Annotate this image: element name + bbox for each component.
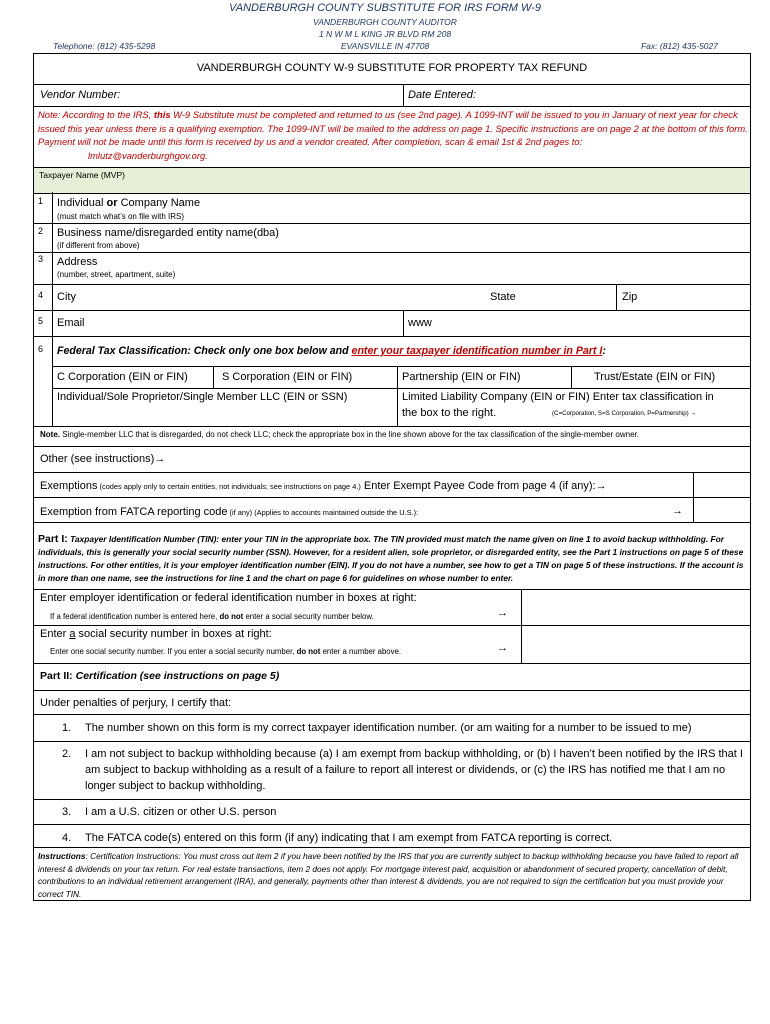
vendor-number-label: Vendor Number: — [40, 89, 121, 101]
part1-text: Part I: Taxpayer Identification Number (TIN): enter your TIN in the appropriate box. The TIN provided must match the name given on line 1 to avoid backup withholding. For individuals, this is generally your social security number (SSN). However, for a resident alien, sole proprietor, or disregarded entity, see the Part 1 instructions on page 5 of these instructions. For other entities, it is your employer identification number (EIN). If you do not have a number, see how to get a TIN on page 5 of these instructions. If the account is in more than one name, see the instructions for line 1 and the chart on page 6 for guidelines on whose number to enter. — [38, 533, 744, 583]
ein-input[interactable] — [523, 591, 749, 624]
llc-note: Note. Single-member LLC that is disregarded, do not check LLC; check the appropriate box in the line shown above for the tax classification of the single-member owner. — [40, 430, 639, 439]
s-corp-option[interactable]: S Corporation (EIN or FIN) — [222, 371, 353, 383]
header-address: 1 N W M L KING JR BLVD RM 208 — [318, 29, 452, 39]
header-fax: Fax: (812) 435-5027 — [640, 41, 718, 51]
ein-sub: If a federal identification number is entered here, do not enter a social security number below. — [50, 612, 374, 621]
company-name-input[interactable] — [310, 196, 748, 222]
note-email[interactable]: lmlutz@vanderburghgov.org. — [88, 149, 208, 161]
cert-number: 2. — [62, 748, 72, 760]
c-corp-option[interactable]: C Corporation (EIN or FIN) — [57, 371, 188, 383]
part2-title: Part II: Certification (see instructions on page 5) — [40, 670, 280, 682]
address-label: Address — [57, 256, 98, 268]
address-input[interactable] — [310, 254, 748, 282]
llc-option[interactable]: Limited Liability Company (EIN or FIN) Enter tax classification in — [402, 391, 714, 403]
taxpayer-name-label: Taxpayer Name (MVP) — [39, 170, 125, 180]
header-title: VANDERBURGH COUNTY SUBSTITUTE FOR IRS FORM W-9 — [229, 2, 541, 14]
date-entered-label: Date Entered: — [408, 89, 476, 101]
fatca-label: Exemption from FATCA reporting code (if any) (Applies to accounts maintained outside the U.S.): — [40, 506, 419, 518]
cert-number: 4. — [62, 832, 72, 844]
form-title: VANDERBURGH COUNTY W-9 SUBSTITUTE FOR PROPERTY TAX REFUND — [196, 62, 588, 74]
state-label: State — [490, 291, 516, 303]
ssn-sub: Enter one social security number. If you enter a social security number, do not enter a number above. — [50, 647, 402, 656]
classification-title: Federal Tax Classification: Check only one box below and enter your taxpayer identification number in Part I: — [57, 345, 606, 357]
fatca-arrow-icon: → — [672, 505, 683, 517]
cert-number: 1. — [62, 722, 72, 734]
ssn-arrow-icon: → — [497, 642, 508, 654]
sole-proprietor-option[interactable]: Individual/Sole Proprietor/Single Member LLC (EIN or SSN) — [57, 391, 348, 403]
cert-item-3: I am a U.S. citizen or other U.S. person — [85, 806, 277, 818]
ssn-label: Enter a social security number in boxes at right: — [40, 628, 272, 640]
field-number: 1 — [38, 196, 44, 206]
part2-intro: Under penalties of perjury, I certify that: — [40, 697, 232, 709]
ssn-input[interactable] — [523, 627, 749, 662]
cert-item-1: The number shown on this form is my correct taxpayer identification number. (or am waiting for a number to be issued to me) — [85, 722, 692, 734]
ein-label: Enter employer identification or federal identification number in boxes at right: — [40, 592, 417, 604]
cert-number: 3. — [62, 806, 72, 818]
exempt-payee-input[interactable] — [695, 474, 749, 496]
field-number: 3 — [38, 254, 44, 264]
cert-item-2: I am not subject to backup withholding because (a) I am exempt from backup withholding, or (b) I haven’t been notified by the IRS that I am subject to backup withholding as a result of a failure to report all interest or dividends, or (c) the IRS has notified me that I am no longer subject to backup withholding. — [85, 748, 743, 792]
www-label: www — [408, 317, 432, 329]
llc-hint: (C=Corporation, S=S Corporation, P=Partnership) → — [552, 410, 697, 417]
field-number: 2 — [38, 226, 44, 236]
taxpayer-name-bar — [34, 167, 750, 194]
company-name-label: Individual or Company Name — [57, 197, 201, 209]
ein-arrow-icon: → — [497, 607, 508, 619]
header-auditor: VANDERBURGH COUNTY AUDITOR — [313, 17, 457, 27]
other-label[interactable]: Other (see instructions)→ — [40, 453, 166, 465]
llc-line2: the box to the right. — [402, 407, 497, 419]
fatca-input[interactable] — [695, 499, 749, 521]
business-name-input[interactable] — [310, 225, 748, 251]
header-city: EVANSVILLE IN 47708 — [340, 41, 430, 51]
field-number: 6 — [38, 344, 44, 354]
business-name-label: Business name/disregarded entity name(dba) — [57, 227, 279, 239]
instructions-text: Instructions: Certification Instructions: You must cross out item 2 if you have been notified by the IRS that you are currently subject to backup withholding because you have failed to report all interest & dividends on your tax return. For real estate transactions, item 2 does not apply. For mortgage interest paid, acquisition or abandonment of secured property, cancellation of debit, contributions to an individual retirement arrangement (IRA), and generally, payments other than interest & dividends, you are not required to sign the certification but you must provide your correct TIN. — [38, 851, 739, 899]
business-name-sub: (if different from above) — [57, 241, 140, 250]
partnership-option[interactable]: Partnership (EIN or FIN) — [402, 371, 521, 383]
field-number: 4 — [38, 290, 44, 300]
trust-option[interactable]: Trust/Estate (EIN or FIN) — [594, 371, 716, 383]
cert-item-4: The FATCA code(s) entered on this form (if any) indicating that I am exempt from FATCA reporting is correct. — [85, 832, 613, 844]
email-label: Email — [57, 317, 85, 329]
zip-label: Zip — [622, 291, 638, 303]
city-label: City — [57, 291, 76, 303]
address-sub: (number, street, apartment, suite) — [57, 270, 176, 279]
note-text: Note: According to the IRS, this W-9 Substitute must be completed and returned to us (see 2nd page). A 1099-INT will be issued to you in January of next year for check issued this year unless there is a qualifying exemption. The 1099-INT will be mailed to the address on page 1. Specific instructions are on page 2 at the bottom of this form. Payment will not be made until this form is received by us and a vendor created. After completion, scan & email 1st & 2nd pages to: lmlutz@vanderburghgov.org. — [38, 109, 748, 161]
exemptions-label: Exemptions (codes apply only to certain entities, not individuals; see instructions on page 4.) Enter Exempt Payee Code from page 4 (if any):→ — [40, 480, 607, 492]
header-telephone: Telephone: (812) 435-5298 — [53, 41, 156, 51]
field-number: 5 — [38, 316, 44, 326]
company-name-sub: (must match what’s on file with IRS) — [57, 212, 185, 221]
